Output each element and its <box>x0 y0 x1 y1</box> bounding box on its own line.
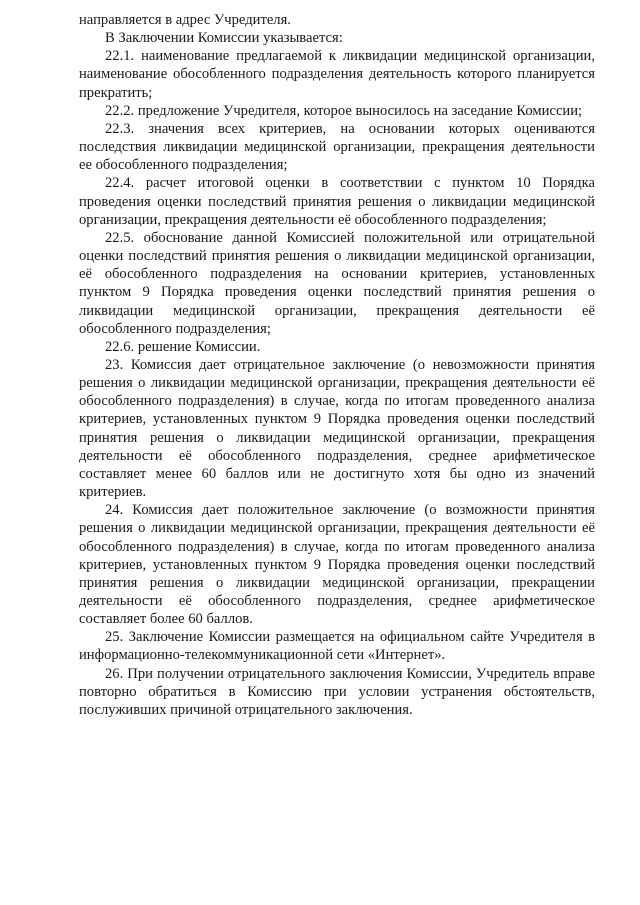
paragraph-25: 25. Заключение Комиссии размещается на официальном сайте Учредителя в информационно-телекоммуникационной сети «Интернет». <box>79 629 595 664</box>
paragraph-26: 26. При получении отрицательного заключения Комиссии, Учредитель вправе повторно обратиться в Комиссию при условии устранения обстоятельств, послуживших причиной отрицательного заключения. <box>79 665 595 718</box>
paragraph-22-3: 22.3. значения всех критериев, на основании которых оцениваются последствия ликвидации медицинской организации, прекращения деятельности ее обособленного подразделения; <box>79 120 595 174</box>
paragraph-22-6: 22.6. решение Комиссии. <box>105 338 261 355</box>
paragraph-conclusion-intro: В Заключении Комиссии указывается: <box>105 30 343 47</box>
paragraph-22-4: 22.4. расчет итоговой оценки в соответствии с пунктом 10 Порядка проведения оценки последствий принятия решения о ликвидации медицинской организации, прекращения деятельности её обособленного подразделения; <box>79 175 595 228</box>
paragraph-23: 23. Комиссия дает отрицательное заключение (о невозможности принятия решения о ликвидации медицинской организации, прекращения деятельности её обособленного подразделения) в случае, когда по итогам проведенного анализа критериев, установленных пунктом 9 Порядка проведения оценки последствий принятия решения о ликвидации медицинской организации, прекращения деятельности её обособленного подразделения, среднее арифметическое составляет менее 60 баллов или не достигнуто хотя бы одно из значений критериев. <box>79 356 595 501</box>
paragraph-22-5: 22.5. обоснование данной Комиссией положительной или отрицательной оценки последствий принятия решения о ликвидации медицинской организации, её обособленного подразделения на основании критериев, установленных пунктом 9 Порядка проведения оценки последствий принятия решения о ликвидации медицинской организации, прекращения деятельности её обособленного подразделения; <box>79 229 595 337</box>
paragraph-24: 24. Комиссия дает положительное заключение (о возможности принятия решения о ликвидации медицинской организации, прекращения деятельности её обособленного подразделения) в случае, когда по итогам проведенного анализа критериев, установленных пунктом 9 Порядка проведения оценки последствий принятия решения о ликвидации медицинской организации, прекращении деятельности её обособленного подразделения, среднее арифметическое составляет более 60 баллов. <box>79 502 595 628</box>
document-body <box>79 11 595 719</box>
paragraph-22-1: 22.1. наименование предлагаемой к ликвидации медицинской организации, наименование обособленного подразделения деятельность которого планируется прекратить; <box>79 48 595 101</box>
paragraph-continuation: направляется в адрес Учредителя. <box>79 12 291 28</box>
paragraph-22-2: 22.2. предложение Учредителя, которое выносилось на заседание Комиссии; <box>105 102 583 119</box>
